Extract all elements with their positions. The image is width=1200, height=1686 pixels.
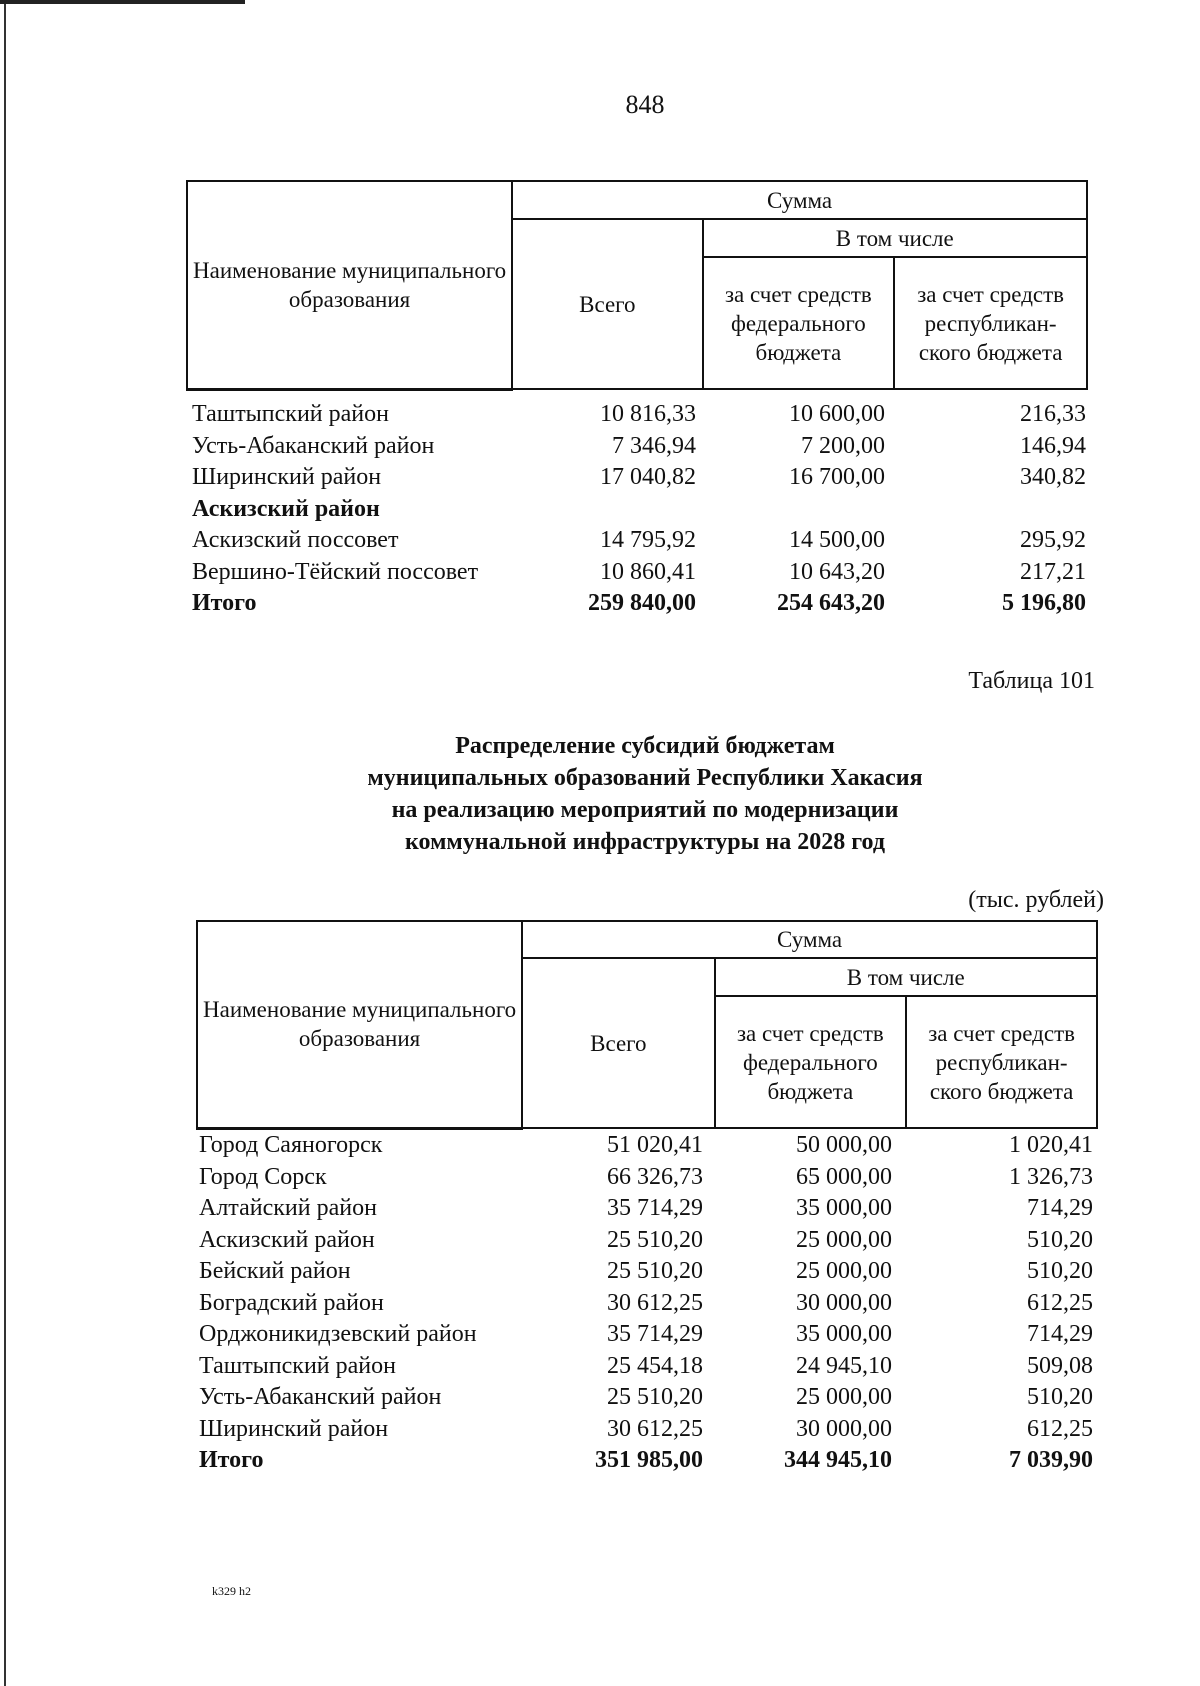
cell-federal: 14 500,00 <box>789 527 885 553</box>
cell-federal: 30 000,00 <box>796 1415 892 1442</box>
cell-total: 25 510,20 <box>607 1258 703 1284</box>
bottom-table-body <box>199 1132 1099 1479</box>
cell-republic: 612,25 <box>1027 1415 1093 1442</box>
document-title <box>0 730 1200 858</box>
cell-federal: 30 000,00 <box>796 1289 892 1316</box>
cell-federal: 25 000,00 <box>796 1226 892 1253</box>
cell-name: Орджоникидзевский район <box>199 1321 477 1347</box>
table-row <box>192 527 1092 559</box>
cell-name: Ширинский район <box>192 464 382 490</box>
cell-total: 51 020,41 <box>607 1132 703 1158</box>
cell-name: Аскизский район <box>192 495 380 522</box>
cell-federal: 35 000,00 <box>796 1195 892 1221</box>
header-republic: за счет средств республикан-ского бюджета <box>906 996 1097 1128</box>
cell-federal: 10 600,00 <box>789 401 885 427</box>
cell-name: Аскизский поссовет <box>192 527 399 553</box>
cell-federal: 65 000,00 <box>796 1163 892 1190</box>
footer-code: k329 h2 <box>212 1584 251 1598</box>
cell-total: 25 510,20 <box>607 1384 703 1410</box>
cell-federal: 24 945,10 <box>796 1352 892 1379</box>
cell-name: Город Саяногорск <box>199 1132 383 1158</box>
cell-republic: 146,94 <box>1020 432 1086 459</box>
header-name-col: Наименование муниципального образования <box>197 921 522 1128</box>
cell-total: 35 714,29 <box>607 1321 703 1347</box>
cell-republic: 217,21 <box>1020 558 1086 585</box>
cell-total: 351 985,00 <box>595 1447 703 1473</box>
cell-federal: 344 945,10 <box>784 1447 892 1473</box>
cell-republic: 510,20 <box>1027 1384 1093 1410</box>
cell-federal: 16 700,00 <box>789 464 885 490</box>
cell-name: Бейский район <box>199 1258 351 1284</box>
cell-name: Усть-Абаканский район <box>199 1384 442 1410</box>
table-label: Таблица 101 <box>968 668 1095 694</box>
cell-name: Итого <box>199 1447 264 1473</box>
cell-total: 30 612,25 <box>607 1415 703 1442</box>
page-number: 848 <box>625 90 665 119</box>
header-federal: за счет средств федерального бюджета <box>703 257 895 389</box>
cell-name: Ширинский район <box>199 1415 389 1442</box>
cell-republic: 5 196,80 <box>1002 590 1086 616</box>
cell-name: Алтайский район <box>199 1195 377 1221</box>
title-line: коммунальной инфраструктуры на 2028 год <box>405 829 885 855</box>
header-including: В том числе <box>715 958 1098 996</box>
table-row <box>199 1195 1099 1227</box>
header-sum: Сумма <box>522 921 1097 958</box>
cell-total: 10 860,41 <box>600 558 696 585</box>
cell-total: 25 510,20 <box>607 1226 703 1253</box>
table-row <box>199 1132 1099 1164</box>
header-including: В том числе <box>703 219 1087 257</box>
cell-republic: 1 020,41 <box>1009 1132 1093 1158</box>
cell-federal: 25 000,00 <box>796 1258 892 1284</box>
header-name-col: Наименование муниципального образования <box>187 181 512 389</box>
cell-federal: 7 200,00 <box>801 432 885 459</box>
cell-total: 66 326,73 <box>607 1163 703 1190</box>
table-row <box>199 1384 1099 1416</box>
table-row <box>199 1227 1099 1259</box>
top-table-body <box>192 401 1092 622</box>
cell-name: Таштыпский район <box>199 1352 396 1379</box>
table-row <box>199 1258 1099 1290</box>
cell-total: 14 795,92 <box>600 527 696 553</box>
cell-republic: 340,82 <box>1020 464 1086 490</box>
cell-republic: 612,25 <box>1027 1289 1093 1316</box>
top-table-header <box>186 180 1088 391</box>
cell-republic: 216,33 <box>1020 401 1086 427</box>
cell-name: Усть-Абаканский район <box>192 432 435 459</box>
scan-top-mark <box>0 0 245 4</box>
cell-federal: 50 000,00 <box>796 1132 892 1158</box>
table-row <box>192 401 1092 433</box>
table-row <box>199 1416 1099 1448</box>
units-label: (тыс. рублей) <box>968 887 1104 913</box>
cell-total: 17 040,82 <box>600 464 696 490</box>
cell-total: 30 612,25 <box>607 1289 703 1316</box>
cell-total: 259 840,00 <box>588 590 696 616</box>
table-row <box>192 464 1092 496</box>
cell-total: 7 346,94 <box>612 432 696 459</box>
cell-republic: 714,29 <box>1027 1195 1093 1221</box>
table-row <box>199 1290 1099 1322</box>
cell-republic: 714,29 <box>1027 1321 1093 1347</box>
cell-federal: 25 000,00 <box>796 1384 892 1410</box>
table-row-total <box>199 1447 1099 1479</box>
cell-republic: 510,20 <box>1027 1258 1093 1284</box>
cell-name: Аскизский район <box>199 1226 375 1253</box>
table-row <box>199 1353 1099 1385</box>
cell-total: 25 454,18 <box>607 1352 703 1379</box>
table-row-group-heading <box>192 496 1092 528</box>
table-row-total <box>192 590 1092 622</box>
cell-federal: 10 643,20 <box>789 558 885 585</box>
cell-republic: 509,08 <box>1027 1352 1093 1379</box>
header-total: Всего <box>522 958 714 1128</box>
bottom-table-header <box>196 920 1098 1130</box>
table-row <box>192 433 1092 465</box>
cell-federal: 254 643,20 <box>777 590 885 616</box>
cell-total: 35 714,29 <box>607 1195 703 1221</box>
header-federal: за счет средств федерального бюджета <box>715 996 907 1128</box>
header-sum: Сумма <box>512 181 1087 219</box>
cell-republic: 7 039,90 <box>1009 1447 1093 1473</box>
cell-name: Боградский район <box>199 1289 384 1316</box>
cell-republic: 510,20 <box>1027 1226 1093 1253</box>
title-line: Распределение субсидий бюджетам <box>455 733 835 759</box>
table-row <box>199 1164 1099 1196</box>
header-total: Всего <box>512 219 702 389</box>
cell-name: Город Сорск <box>199 1163 327 1190</box>
table-row <box>192 559 1092 591</box>
table-row <box>199 1321 1099 1353</box>
cell-total: 10 816,33 <box>600 401 696 427</box>
cell-name: Вершино-Тёйский поссовет <box>192 558 479 585</box>
header-republic: за счет средств республикан-ского бюджета <box>894 257 1087 389</box>
cell-federal: 35 000,00 <box>796 1321 892 1347</box>
title-line: на реализацию мероприятий по модернизации <box>391 797 899 823</box>
cell-republic: 1 326,73 <box>1009 1163 1093 1190</box>
cell-republic: 295,92 <box>1020 527 1086 553</box>
cell-name: Итого <box>192 590 257 616</box>
cell-name: Таштыпский район <box>192 401 389 427</box>
title-line: муниципальных образований Республики Хакасия <box>367 765 923 791</box>
